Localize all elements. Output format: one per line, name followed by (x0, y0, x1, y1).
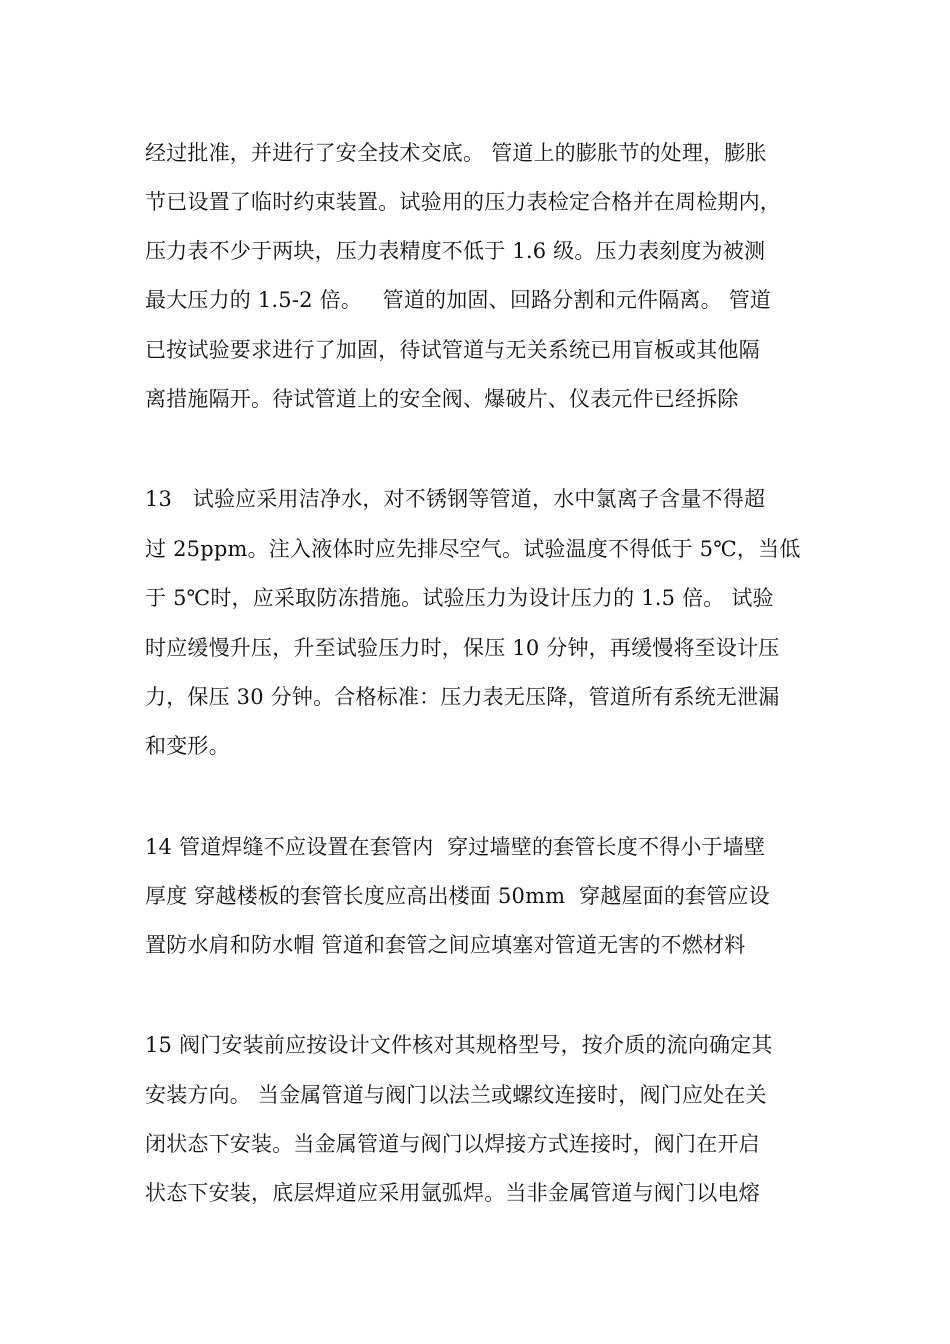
paragraph-2-line-1: 13 试验应采用洁净水，对不锈钢等管道，水中氯离子含量不得超 (145, 487, 766, 511)
paragraph-3-line-3: 置防水肩和防水帽 管道和套管之间应填塞对管道无害的不燃材料 (145, 933, 746, 957)
paragraph-1-line-1: 经过批准，并进行了安全技术交底。 管道上的膨胀节的处理，膨胀 (145, 141, 767, 165)
paragraph-2-line-4: 时应缓慢升压，升至试验压力时，保压 10 分钟，再缓慢将至设计压 (145, 636, 780, 660)
paragraph-4-line-1: 15 阀门安装前应按设计文件核对其规格型号，按介质的流向确定其 (145, 1033, 773, 1057)
paragraph-4-line-3: 闭状态下安装。当金属管道与阀门以焊接方式连接时，阀门在开启 (145, 1132, 760, 1156)
paragraph-1-line-2: 节已设置了临时约束装置。试验用的压力表检定合格并在周检期内， (145, 190, 781, 214)
paragraph-1-line-4: 最大压力的 1.5-2 倍。 管道的加固、回路分割和元件隔离。 管道 (145, 288, 772, 312)
paragraph-2-line-6: 和变形。 (145, 734, 230, 758)
paragraph-3-line-2: 厚度 穿越楼板的套管长度应高出楼面 50mm 穿越屋面的套管应设 (145, 884, 770, 908)
paragraph-2-line-3: 于 5℃时，应采取防冻措施。试验压力为设计压力的 1.5 倍。 试验 (145, 586, 774, 610)
paragraph-1-line-6: 离措施隔开。待试管道上的安全阀、爆破片、仪表元件已经拆除 (145, 387, 739, 411)
paragraph-2-line-2: 过 25ppm。注入液体时应先排尽空气。试验温度不得低于 5℃，当低 (145, 537, 801, 561)
paragraph-2-line-5: 力，保压 30 分钟。合格标准：压力表无压降，管道所有系统无泄漏 (145, 685, 780, 709)
paragraph-4-line-2: 安装方向。 当金属管道与阀门以法兰或螺纹连接时，阀门应处在关 (145, 1083, 767, 1107)
paragraph-1-line-3: 压力表不少于两块，压力表精度不低于 1.6 级。压力表刻度为被测 (145, 239, 766, 263)
paragraph-4-line-4: 状态下安装，底层焊道应采用氩弧焊。当非金属管道与阀门以电熔 (145, 1181, 760, 1205)
paragraph-1-line-5: 已按试验要求进行了加固，待试管道与无关系统已用盲板或其他隔 (145, 338, 760, 362)
paragraph-3-line-1: 14 管道焊缝不应设置在套管内 穿过墙壁的套管长度不得小于墙壁 (145, 835, 766, 859)
